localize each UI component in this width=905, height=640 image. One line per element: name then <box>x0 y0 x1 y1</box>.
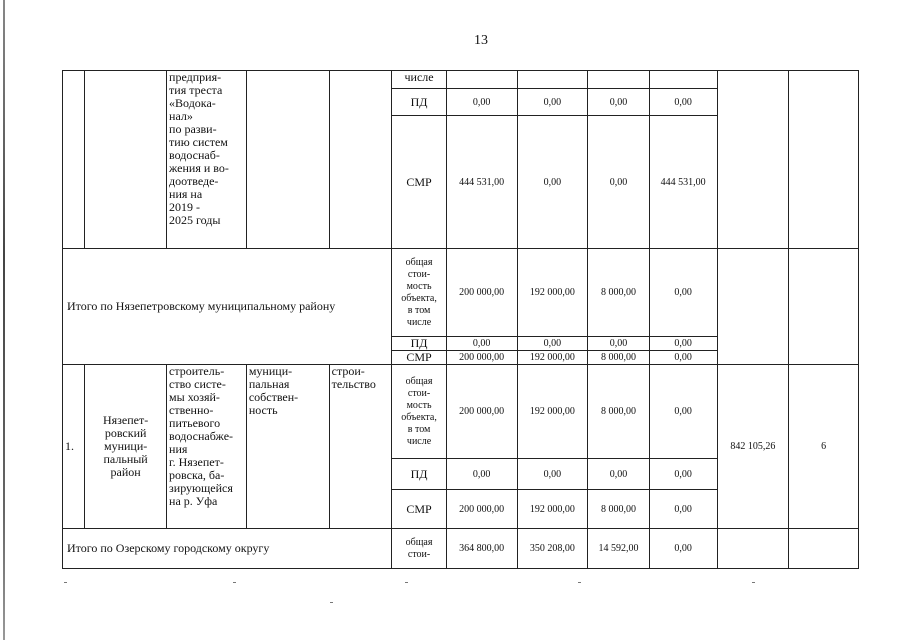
value-cell: 364 800,00 <box>446 529 517 569</box>
cost-type-label: ПД <box>392 337 447 351</box>
table-row <box>63 365 859 459</box>
cost-type-label: общая стои- <box>392 529 447 569</box>
page-number: 13 <box>474 33 488 48</box>
value-cell <box>588 71 650 89</box>
value-cell: 0,00 <box>588 116 650 249</box>
cost-type-label: СМР <box>392 490 447 529</box>
value-cell: 0,00 <box>517 89 588 116</box>
scan-artifacts <box>0 578 905 638</box>
value-cell: 192 000,00 <box>517 490 588 529</box>
value-cell: 192 000,00 <box>517 249 588 337</box>
cost-table <box>62 70 859 569</box>
scan-speck <box>752 582 755 583</box>
value-cell: 0,00 <box>517 337 588 351</box>
extra-count-cell <box>789 529 859 569</box>
extra-value-cell <box>717 529 789 569</box>
ownership-cell <box>246 71 329 249</box>
scan-speck <box>578 582 581 583</box>
scan-speck <box>64 582 67 583</box>
value-cell: 350 208,00 <box>517 529 588 569</box>
value-cell: 0,00 <box>649 337 717 351</box>
value-cell: 192 000,00 <box>517 365 588 459</box>
value-cell: 192 000,00 <box>517 351 588 365</box>
value-cell: 0,00 <box>588 337 650 351</box>
value-cell: 0,00 <box>446 337 517 351</box>
cost-type-label: СМР <box>392 116 447 249</box>
value-cell: 0,00 <box>649 249 717 337</box>
extra-value-cell <box>717 249 789 365</box>
value-cell: 444 531,00 <box>649 116 717 249</box>
value-cell: 8 000,00 <box>588 365 650 459</box>
index-cell <box>63 71 85 249</box>
cost-type-label: ПД <box>392 89 447 116</box>
value-cell: 200 000,00 <box>446 351 517 365</box>
value-cell: 200 000,00 <box>446 365 517 459</box>
value-cell: 0,00 <box>649 89 717 116</box>
cost-type-label: общая стои- мость объекта, в том числе <box>392 365 447 459</box>
value-cell <box>446 71 517 89</box>
value-cell: 8 000,00 <box>588 351 650 365</box>
value-cell: 200 000,00 <box>446 490 517 529</box>
value-cell: 444 531,00 <box>446 116 517 249</box>
description-cell: предприя- тия треста «Водока- нал» по разви- тию систем водоснаб- жения и во- доотведе- ния на 2019 - 2025 годы <box>167 71 247 249</box>
extra-count-cell <box>789 71 859 249</box>
scan-edge <box>3 0 5 640</box>
value-cell: 200 000,00 <box>446 249 517 337</box>
value-cell: 0,00 <box>588 459 650 490</box>
ownership-cell: муници- пальная собствен- ность <box>246 365 329 529</box>
extra-count-cell: 6 <box>789 365 859 529</box>
extra-value-cell <box>717 71 789 249</box>
scan-speck <box>233 582 236 583</box>
subtotal-label: Итого по Озерскому городскому округу <box>63 529 392 569</box>
scan-speck <box>405 582 408 583</box>
subtotal-label: Итого по Нязепетровскому муниципальному району <box>63 249 392 365</box>
description-cell: строитель- ство систе- мы хозяй- ственно- питьевого водоснабже- ния г. Нязепет- ровска, ба- зирующейся на р. Уфа <box>167 365 247 529</box>
value-cell: 0,00 <box>649 351 717 365</box>
district-cell <box>85 71 167 249</box>
district-cell: Нязепет- ровский муници- пальный район <box>85 365 167 529</box>
value-cell: 0,00 <box>588 89 650 116</box>
value-cell: 0,00 <box>446 459 517 490</box>
value-cell: 8 000,00 <box>588 490 650 529</box>
cost-type-label: СМР <box>392 351 447 365</box>
index-cell: 1. <box>63 365 85 529</box>
value-cell: 0,00 <box>649 459 717 490</box>
cost-type-label: ПД <box>392 459 447 490</box>
value-cell <box>649 71 717 89</box>
scan-speck <box>330 602 333 603</box>
value-cell: 0,00 <box>649 529 717 569</box>
work-type-cell <box>329 71 392 249</box>
cost-type-label: числе <box>392 71 447 89</box>
value-cell: 0,00 <box>517 116 588 249</box>
table-row <box>63 249 859 337</box>
value-cell: 0,00 <box>446 89 517 116</box>
cost-type-label: общая стои- мость объекта, в том числе <box>392 249 447 337</box>
value-cell: 0,00 <box>649 490 717 529</box>
value-cell: 14 592,00 <box>588 529 650 569</box>
table-row <box>63 71 859 89</box>
extra-value-cell: 842 105,26 <box>717 365 789 529</box>
extra-count-cell <box>789 249 859 365</box>
table-row <box>63 529 859 569</box>
value-cell: 0,00 <box>649 365 717 459</box>
work-type-cell: строи- тельство <box>329 365 392 529</box>
value-cell <box>517 71 588 89</box>
value-cell: 8 000,00 <box>588 249 650 337</box>
value-cell: 0,00 <box>517 459 588 490</box>
